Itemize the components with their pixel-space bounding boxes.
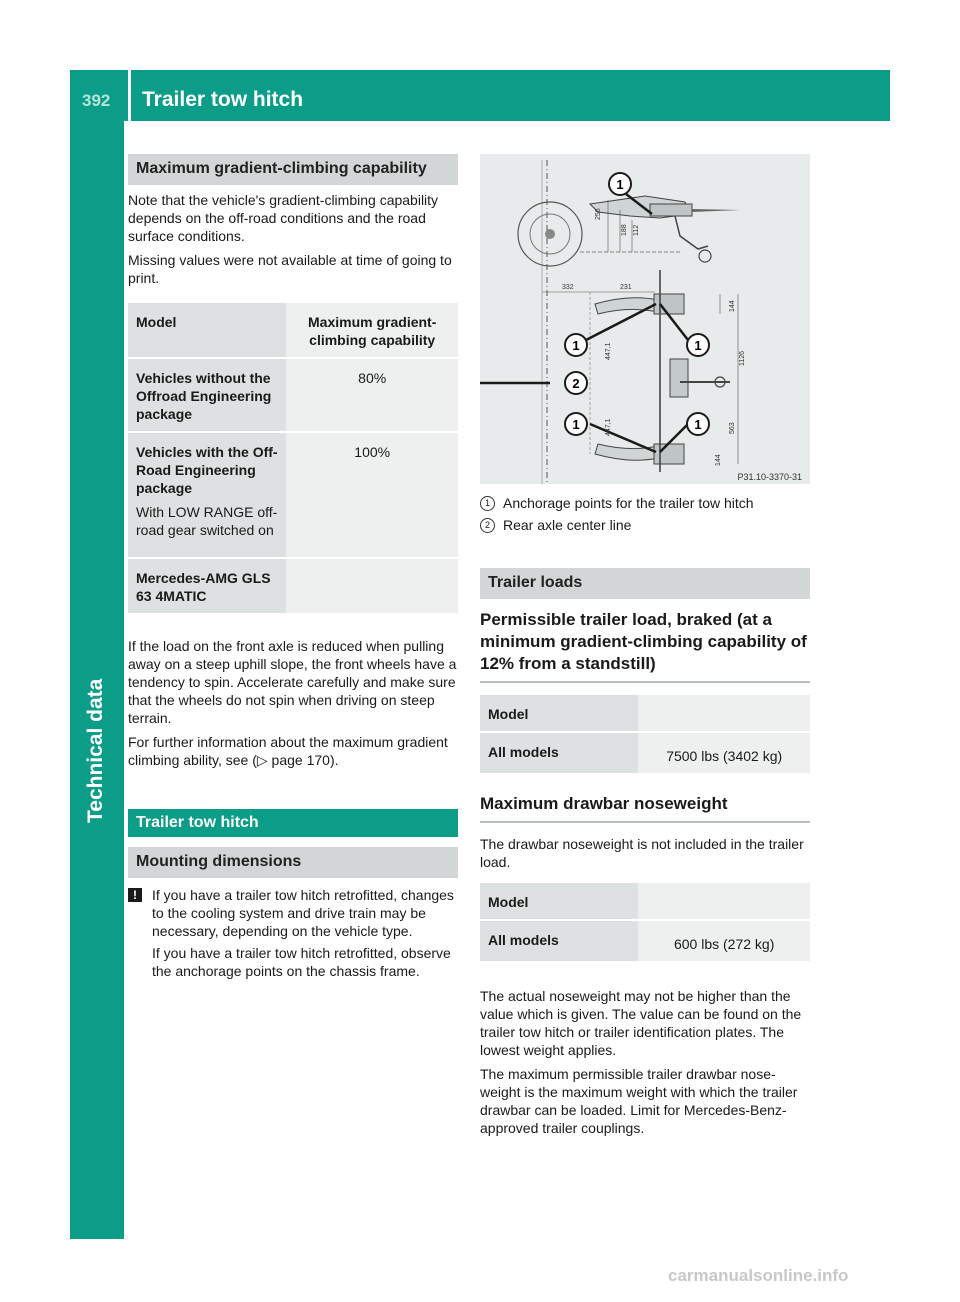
table-cell-model [128,559,286,613]
dim-label: 1126 [739,350,746,366]
footer-watermark: carmanualsonline.info [668,1266,849,1285]
callout-number: 2 [572,376,580,391]
legend-text: Rear axle center line [503,517,632,533]
page-title: Trailer tow hitch [142,88,304,111]
dim-label: 332 [562,284,574,291]
left-column [128,154,458,980]
model-name: Mercedes-AMG GLS 63 4MATIC [136,570,271,604]
mounting-heading: Mounting dimensions [128,847,458,878]
dim-label: 188 [621,224,628,236]
page-header [70,70,890,121]
callout-1 [565,413,587,435]
table-header-row [480,695,810,731]
header-divider [128,70,131,121]
table-header-model: Model [480,695,638,731]
legend-text: Anchorage points for the trailer tow hitch [503,495,754,511]
gradient-note: Note that the vehicle's gradient-climbing capability depends on the off-road conditions and the road surface conditions. [128,192,439,244]
side-tab-label: Technical data [84,678,107,823]
braked-load-table [480,693,810,775]
side-tab [70,121,124,1239]
table-cell-model: All models [480,921,638,961]
right-column [480,154,810,1137]
tow-hitch-diagram [480,154,810,484]
noseweight-note: The drawbar noseweight is not included in the trailer load. [480,836,804,870]
dim-label: 447,1 [605,342,612,360]
callout-number: 1 [616,177,624,192]
dim-label: 231 [620,284,632,291]
gradient-heading: Maximum gradient-climbing capability [128,154,458,185]
warning-text-2: If you have a trailer tow hitch retrofitted, observe the anchorage points on the chassis frame. [152,945,451,979]
dim-label: 144 [715,454,722,466]
table-row [480,733,810,773]
callout-number: 1 [572,417,580,432]
callout-1 [609,173,631,195]
table-row [128,359,458,431]
dim-label: 144 [729,300,736,312]
dim-label: 447,1 [605,418,612,436]
legend-item [480,494,810,512]
tow-hitch-heading: Trailer tow hitch [128,809,458,837]
noseweight-table [480,881,810,963]
table-header-value [638,883,810,919]
front-axle-note: If the load on the front axle is reduced when pulling away on a steep uphill slope, the front wheels have a tendency to spin. Accelerate carefully and make sure that the wheels do not spin when driving on steep terrain. [128,638,457,726]
diagram-drawing [480,154,810,484]
table-row [128,559,458,613]
callout-2 [565,372,587,394]
further-info: For further information about the maximum gradient climbing ability, see (▷ page 170). [128,734,448,768]
missing-values-note: Missing values were not available at time of going to print. [128,252,452,286]
table-row [128,433,458,557]
table-header-capability: Maximum gradient-climbing capability [286,303,458,357]
legend-number: 1 [480,496,495,511]
model-name: Vehicles with the Off-Road Engineering package [136,444,278,496]
dim-label: 112 [633,224,640,236]
page-number: 392 [82,91,111,110]
legend-item [480,516,810,534]
trailer-loads-heading: Trailer loads [480,568,810,599]
table-cell-model [128,433,286,557]
legend-number: 2 [480,518,495,533]
warning-text-1: If you have a trailer tow hitch retrofitted, changes to the cooling system and drive train may be necessary, depending on the vehicle type. [152,887,454,939]
gradient-table [128,301,458,615]
callout-number: 1 [694,417,702,432]
model-name: Vehicles without the Offroad Engineering package [136,370,272,422]
table-row [480,921,810,961]
table-cell-value: 80% [286,359,458,431]
max-noseweight-note: The maximum permissible trailer drawbar noseweight is the maximum weight with which the trailer drawbar can be loaded. Limit for Mercedes-Benz-approved trailer couplings. [480,1066,798,1136]
callout-number: 1 [572,338,580,353]
table-header-value [638,695,810,731]
callout-1 [687,334,709,356]
table-cell-value: 600 lbs (272 kg) [638,921,810,961]
noseweight-heading: Maximum drawbar noseweight [480,793,810,823]
dim-label: 563 [729,422,736,434]
braked-load-heading: Permissible trailer load, braked (at a minimum gradient-climbing capability of 12% from a standstill) [480,609,810,683]
table-cell-model [128,359,286,431]
table-cell-value: 100% [286,433,458,557]
table-header-row [480,883,810,919]
table-header-row [128,303,458,357]
table-cell-model: All models [480,733,638,773]
actual-noseweight-note: The actual noseweight may not be higher than the value which is given. The value can be found on the trailer tow hitch or trailer identification plates. The lowest weight applies. [480,988,802,1058]
warning-icon: ! [128,888,142,902]
diagram-code: P31.10-3370-31 [737,472,802,482]
warning-note [128,886,458,980]
table-header-model: Model [480,883,638,919]
warning-body [152,886,458,980]
callout-1 [565,334,587,356]
callout-number: 1 [694,338,702,353]
model-condition: With LOW RANGE off-road gear switched on [136,504,278,538]
table-cell-value [286,559,458,613]
dim-label: 256 [595,208,602,220]
table-header-model: Model [128,303,286,357]
diagram-legend [480,494,810,534]
callout-1 [687,413,709,435]
table-cell-value: 7500 lbs (3402 kg) [638,733,810,773]
